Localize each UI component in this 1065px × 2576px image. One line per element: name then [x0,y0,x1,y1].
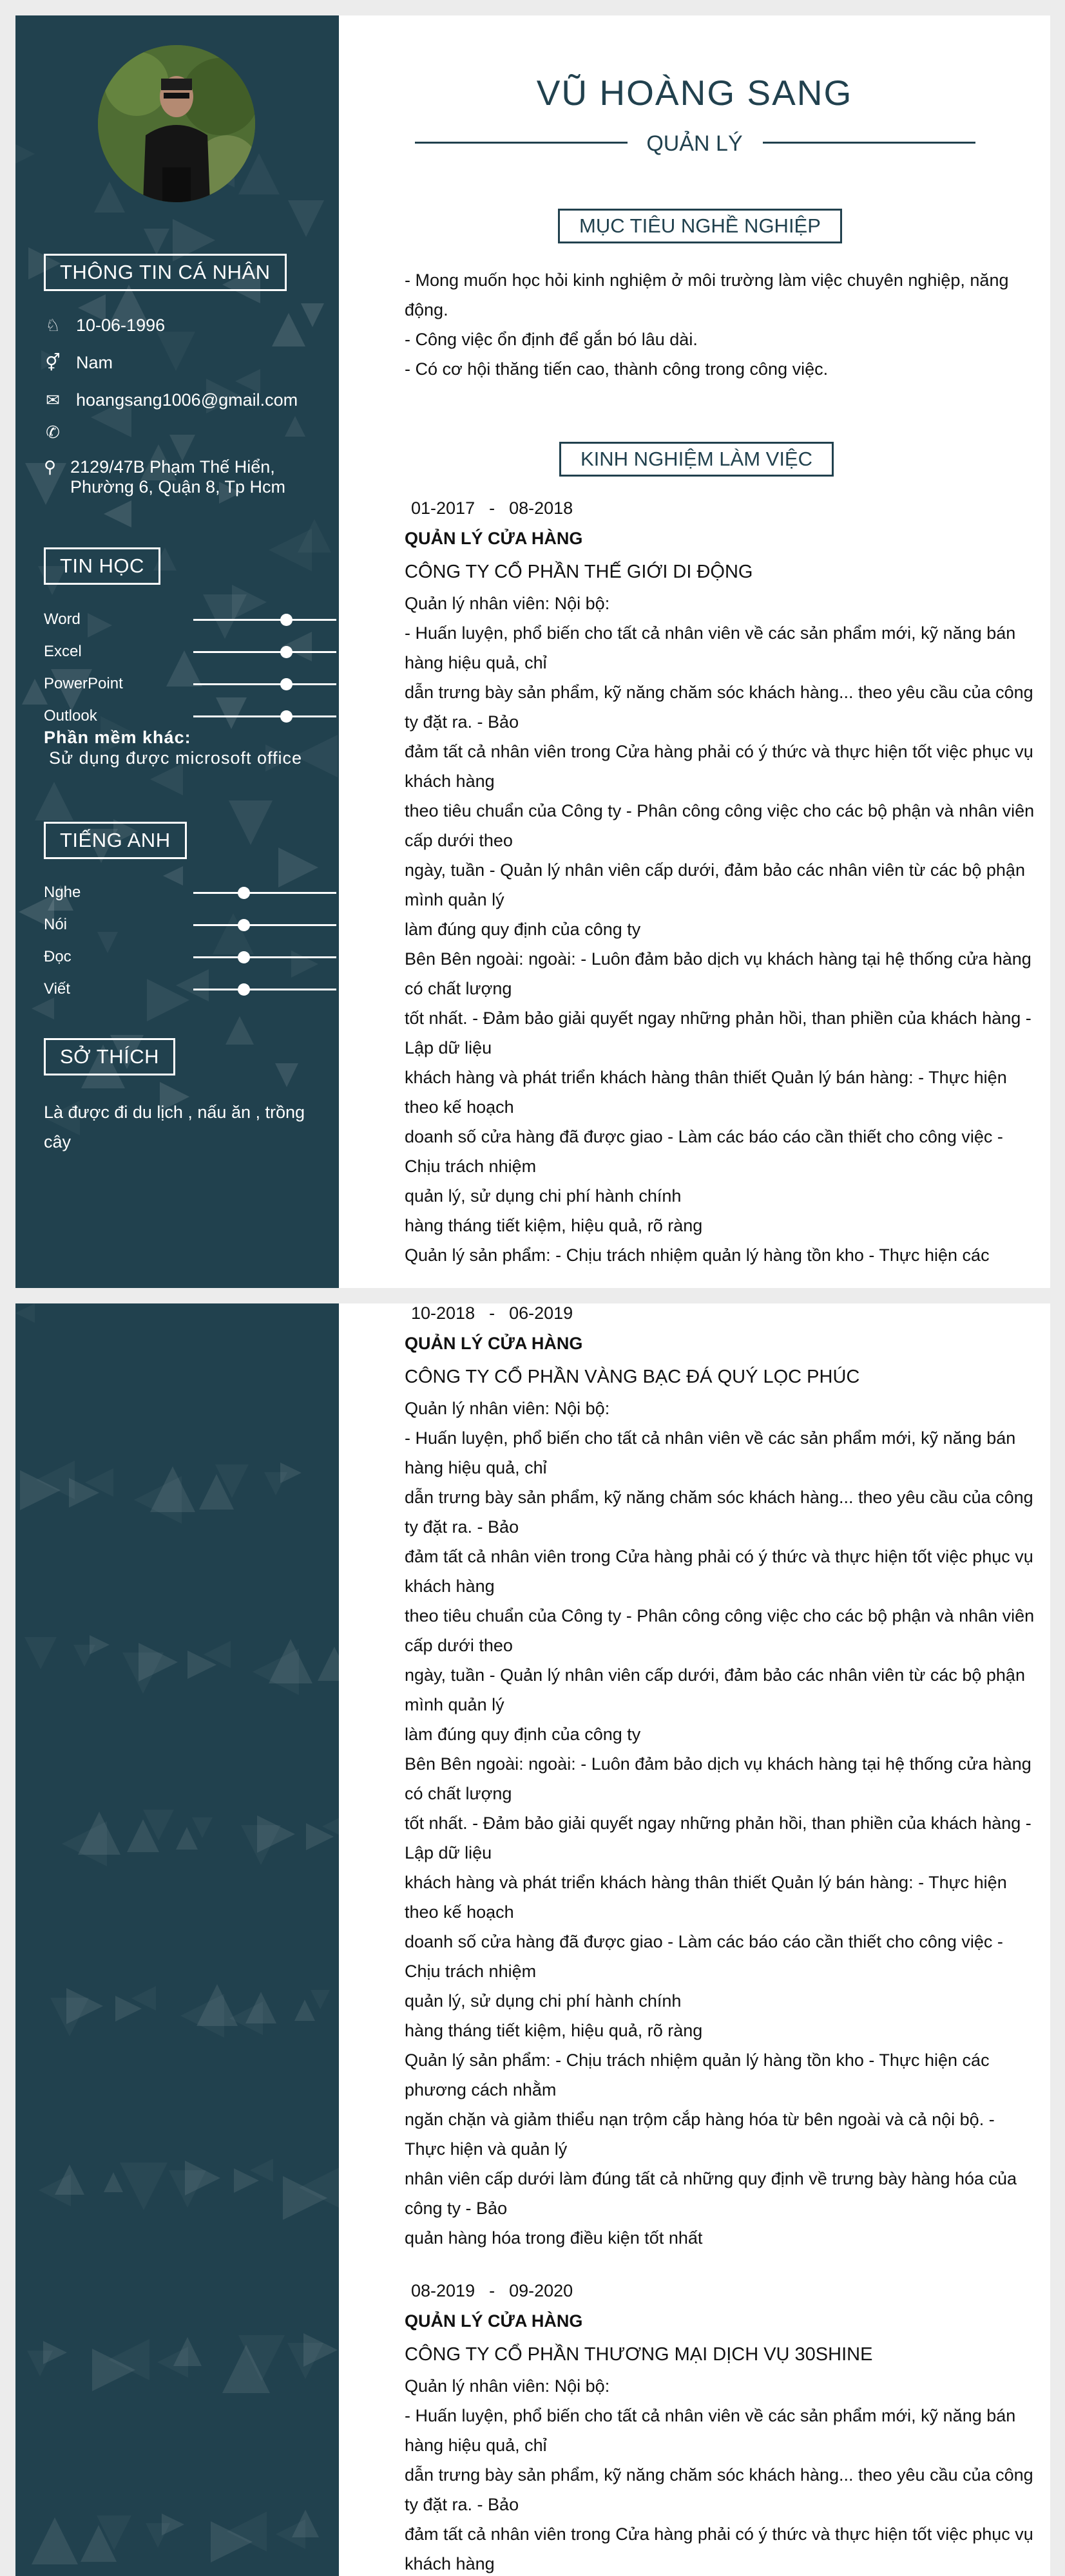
job-description-line: - Huấn luyện, phổ biến cho tất cả nhân viên về các sản phẩm mới, kỹ năng bán hàng hiệu quả, chỉ [405,2406,1016,2455]
job-description-line: doanh số cửa hàng đã được giao - Làm các báo cáo cần thiết cho công việc - Chịu trách nhiệm [405,1932,1003,1981]
job-2-description [405,1394,1039,2253]
skill-row [44,948,308,965]
job-description-line: doanh số cửa hàng đã được giao - Làm các báo cáo cần thiết cho công việc - Chịu trách nhiệm [405,1127,1003,1176]
birthday-row [44,316,327,336]
job-3-start: 08-2019 [411,2281,475,2300]
job-description-line: ngăn chặn và giảm thiểu nạn trộm cắp hàng hóa từ bên ngoài và cả nội bộ. - Thực hiện và quản lý [405,2110,995,2159]
skill-label: Đọc [44,948,72,965]
job-3-dates [411,2281,573,2301]
address-value: 2129/47B Phạm Thế Hiển, Phường 6, Quận 8, Tp Hcm [70,457,285,497]
other-software-value: Sử dụng được microsoft office [49,748,303,768]
decor-triangle [280,1463,302,1483]
job-1-position: QUẢN LÝ CỬA HÀNG [405,529,583,548]
decor-triangle [32,2517,78,2564]
gender-icon: ⚥ [45,353,61,372]
decor-triangle [78,1812,120,1855]
job-description-line: đảm tất cả nhân viên trong Cửa hàng phải có ý thức và thực hiện tốt việc phục vụ khách hàng [405,742,1033,791]
skill-label: Word [44,611,81,628]
skill-level-bar [193,989,336,990]
skill-row [44,980,308,997]
decor-triangle [90,1635,110,1654]
decor-triangle [162,2514,184,2535]
job-2-company: CÔNG TY CỔ PHẦN VÀNG BẠC ĐÁ QUÝ LỌC PHÚC [405,1367,860,1387]
job-description-line: khách hàng và phát triển khách hàng thân thiết Quản lý bán hàng: - Thực hiện theo kế hoạch [405,1873,1007,1922]
it-skills-title: TIN HỌC [44,547,160,585]
skill-level-marker [280,678,293,690]
decor-triangle [311,1990,330,2009]
decor-triangle [185,2161,220,2195]
job-3-end: 09-2020 [509,2281,573,2300]
skill-level-marker [238,951,250,963]
skill-level-bar [193,924,336,926]
skill-label: Nói [44,916,68,933]
decor-triangle [257,1815,295,1853]
decor-triangle [238,2335,285,2382]
skill-row [44,916,308,933]
decor-triangle [192,1817,213,1838]
decor-triangle [197,1984,238,2026]
phone-icon: ✆ [46,422,60,442]
decor-triangle [97,2515,131,2550]
decor-triangle [85,1468,113,1497]
role-divider-right [763,142,975,144]
hobbies-title: SỞ THÍCH [44,1038,175,1075]
job-description-line: dẫn trưng bày sản phẩm, kỹ năng chăm sóc khách hàng... theo yêu cầu của công ty đặt ra. - Bảo [405,2465,1033,2514]
job-description-line: dẫn trưng bày sản phẩm, kỹ năng chăm sóc khách hàng... theo yêu cầu của công ty đặt ra. - Bảo [405,683,1033,732]
decor-triangle [204,1641,231,1668]
decor-triangle [120,2163,168,2210]
decor-triangle [278,848,318,887]
job-description-line: tốt nhất. - Đảm bảo giải quyết ngay những phản hồi, than phiền của khách hàng - Lập dữ liệu [405,1009,1031,1057]
candidate-role: QUẢN LÝ [646,131,743,156]
job-1-dates [411,498,573,518]
job-3-company: CÔNG TY CỔ PHẦN THƯƠNG MẠI DỊCH VỤ 30SHINE [405,2344,873,2365]
cv-page-1 [15,15,1050,1288]
job-description-line: Quản lý nhân viên: Nội bộ: [405,2376,610,2396]
job-3-position: QUẢN LÝ CỬA HÀNG [405,2311,583,2331]
skill-level-bar [193,715,336,717]
phone-row [44,422,327,442]
job-1-end: 08-2018 [509,498,573,518]
objective-line: - Có cơ hội thăng tiến cao, thành công trong công việc. [405,359,829,379]
birthday-value: 10-06-1996 [76,316,166,335]
decor-triangle [36,1461,75,1499]
email-value: hoangsang1006@gmail.com [76,390,298,410]
job-description-line: đảm tất cả nhân viên trong Cửa hàng phải có ý thức và thực hiện tốt việc phục vụ khách hàng [405,2524,1033,2573]
decor-triangle [322,1814,339,1839]
job-description-line: Quản lý sản phẩm: - Chịu trách nhiệm quản lý hàng tồn kho - Thực hiện các phương cách nhằm [405,2050,990,2099]
job-description-line: - Huấn luyện, phổ biến cho tất cả nhân viên về các sản phẩm mới, kỹ năng bán hàng hiệu quả, chỉ [405,1428,1016,1477]
objective-title: MỤC TIÊU NGHỀ NGHIỆP [558,209,842,243]
decor-triangle [318,1647,339,1681]
decor-triangle [245,1992,276,2023]
decor-triangle [225,1016,254,1045]
decor-triangle [299,2166,339,2209]
date-separator: - [489,2281,495,2300]
decor-triangle [229,800,273,845]
skill-label: PowerPoint [44,675,123,692]
decor-triangle [163,866,183,886]
avatar [98,45,255,202]
decor-triangle [15,144,35,164]
decor-triangle [250,2159,273,2182]
job-description-line: - Huấn luyện, phổ biến cho tất cả nhân viên về các sản phẩm mới, kỹ năng bán hàng hiệu quả, chỉ [405,623,1016,672]
job-1-start: 01-2017 [411,498,475,518]
job-2-position: QUẢN LÝ CỬA HÀNG [405,1334,583,1353]
job-description-line: làm đúng quy định của công ty [405,1725,641,1744]
decor-triangle [24,1637,57,1669]
decor-triangle [35,782,73,820]
skill-level-bar [193,619,336,621]
decor-triangle [143,1810,174,1841]
skill-label: Excel [44,643,82,660]
personal-info-title: THÔNG TIN CÁ NHÂN [44,254,287,291]
decor-triangle [303,2333,338,2367]
decor-triangle [144,229,169,255]
cv-page-2 [15,1303,1050,2576]
job-description-line: Quản lý sản phẩm: - Chịu trách nhiệm quản lý hàng tồn kho - Thực hiện các [405,1245,990,1265]
job-description-line: quản hàng hóa trong điều kiện tốt nhất [405,2228,703,2248]
other-software-label: Phần mềm khác: [44,728,191,747]
job-description-line: quản lý, sử dụng chi phí hành chính [405,1186,682,1206]
skill-level-marker [238,887,250,899]
decor-triangle [131,1986,156,2011]
decor-triangle [298,519,331,553]
avatar-photo [98,45,255,202]
job-description-line: ngày, tuần - Quản lý nhân viên cấp dưới, đảm bảo các nhân viên từ các bộ phận mình quản lý [405,1665,1025,1714]
skill-level-marker [238,919,250,931]
skill-level-bar [193,892,336,894]
job-2-dates [411,1303,573,1323]
skill-level-bar [193,683,336,685]
decor-triangle [288,200,324,237]
job-description-line: làm đúng quy định của công ty [405,920,641,939]
job-description-line: ngày, tuần - Quản lý nhân viên cấp dưới, đảm bảo các nhân viên từ các bộ phận mình quản lý [405,860,1025,909]
skill-row [44,884,308,900]
envelope-icon: ✉ [46,390,60,410]
sidebar-continued [15,1303,339,2576]
job-description-line: hàng tháng tiết kiệm, hiệu quả, rõ ràng [405,1216,703,1235]
job-3-description [405,2371,1039,2576]
decor-triangle [173,2337,202,2366]
job-description-line: Bên Bên ngoài: ngoài: - Luôn đảm bảo dịch vụ khách hàng tại hệ thống cửa hàng có chất lượng [405,949,1031,998]
objective-line: - Mong muốn học hỏi kinh nghiệm ở môi trường làm việc chuyên nghiệp, năng động. [405,270,1009,319]
skill-row [44,643,308,659]
main-content-continued [339,1303,1050,2576]
main-content [339,15,1050,1288]
map-pin-icon: ⚲ [44,457,57,477]
job-description-line: tốt nhất. - Đảm bảo giải quyết ngay những phản hồi, than phiền của khách hàng - Lập dữ liệu [405,1814,1031,1862]
address-row [44,457,327,497]
skill-level-marker [280,646,293,658]
job-description-line: Quản lý nhân viên: Nội bộ: [405,594,610,613]
date-separator: - [489,498,495,518]
skill-level-marker [238,983,250,996]
skill-label: Nghe [44,884,81,901]
job-description-line: đảm tất cả nhân viên trong Cửa hàng phải có ý thức và thực hiện tốt việc phục vụ khách hàng [405,1547,1033,1596]
skill-level-marker [280,614,293,626]
decor-triangle [104,500,131,527]
skill-level-bar [193,956,336,958]
job-description-line: theo tiêu chuẩn của Công ty - Phân công công việc cho các bộ phận và nhân viên cấp dưới theo [405,801,1035,850]
decor-triangle [269,1639,312,1683]
job-description-line: hàng tháng tiết kiệm, hiệu quả, rõ ràng [405,2021,703,2040]
gender-value: Nam [76,353,113,372]
decor-triangle [275,1063,298,1087]
job-1-description [405,589,1039,1270]
skill-level-marker [280,710,293,723]
candidate-name: VŨ HOÀNG SANG [536,73,853,113]
decor-triangle [43,2341,67,2364]
decor-triangle [15,1303,35,1323]
decor-triangle [292,2510,319,2537]
objective-line: - Công việc ổn định để gắn bó lâu dài. [405,330,698,349]
decor-triangle [108,2339,149,2380]
decor-triangle [227,2512,267,2552]
decor-triangle [150,1466,195,1512]
decor-triangle [66,1988,103,2024]
sidebar [15,15,339,1288]
job-description-line: theo tiêu chuẩn của Công ty - Phân công công việc cho các bộ phận và nhân viên cấp dưới theo [405,1606,1035,1655]
skill-label: Outlook [44,707,97,724]
skill-level-bar [193,651,336,653]
job-2-end: 06-2019 [509,1303,573,1323]
decor-triangle [55,2164,84,2195]
skill-row [44,611,308,627]
date-separator: - [489,1303,495,1323]
job-description-line: khách hàng và phát triển khách hàng thân thiết Quản lý bán hàng: - Thực hiện theo kế hoạch [405,1068,1007,1117]
hobbies-text: Là được đi du lịch , nấu ăn , trồng cây [44,1103,305,1151]
skill-row [44,707,308,724]
skill-row [44,675,308,692]
decor-triangle [32,998,54,1019]
job-1-company: CÔNG TY CỔ PHẦN THẾ GIỚI DI ĐỘNG [405,562,753,582]
job-description-line: nhân viên cấp dưới làm đúng tất cả những quy định về trưng bày hàng hóa của công ty - Bảo [405,2169,1017,2218]
job-description-line: dẫn trưng bày sản phẩm, kỹ năng chăm sóc khách hàng... theo yêu cầu của công ty đặt ra. - Bảo [405,1488,1033,1537]
english-title: TIẾNG ANH [44,822,187,859]
job-description-line: Quản lý nhân viên: Nội bộ: [405,1399,610,1418]
skill-label: Viết [44,980,70,998]
experience-title: KINH NGHIỆM LÀM VIỆC [559,442,834,477]
gender-row [44,353,327,373]
decor-triangle [215,1464,249,1498]
cake-icon: ♘ [45,316,61,335]
objective-text [405,265,1036,384]
email-row [44,390,327,410]
job-description-line: quản lý, sử dụng chi phí hành chính [405,1991,682,2011]
job-2-start: 10-2018 [411,1303,475,1323]
job-description-line: Bên Bên ngoài: ngoài: - Luôn đảm bảo dịch vụ khách hàng tại hệ thống cửa hàng có chất lượng [405,1754,1031,1803]
decor-triangle [139,1643,178,1681]
